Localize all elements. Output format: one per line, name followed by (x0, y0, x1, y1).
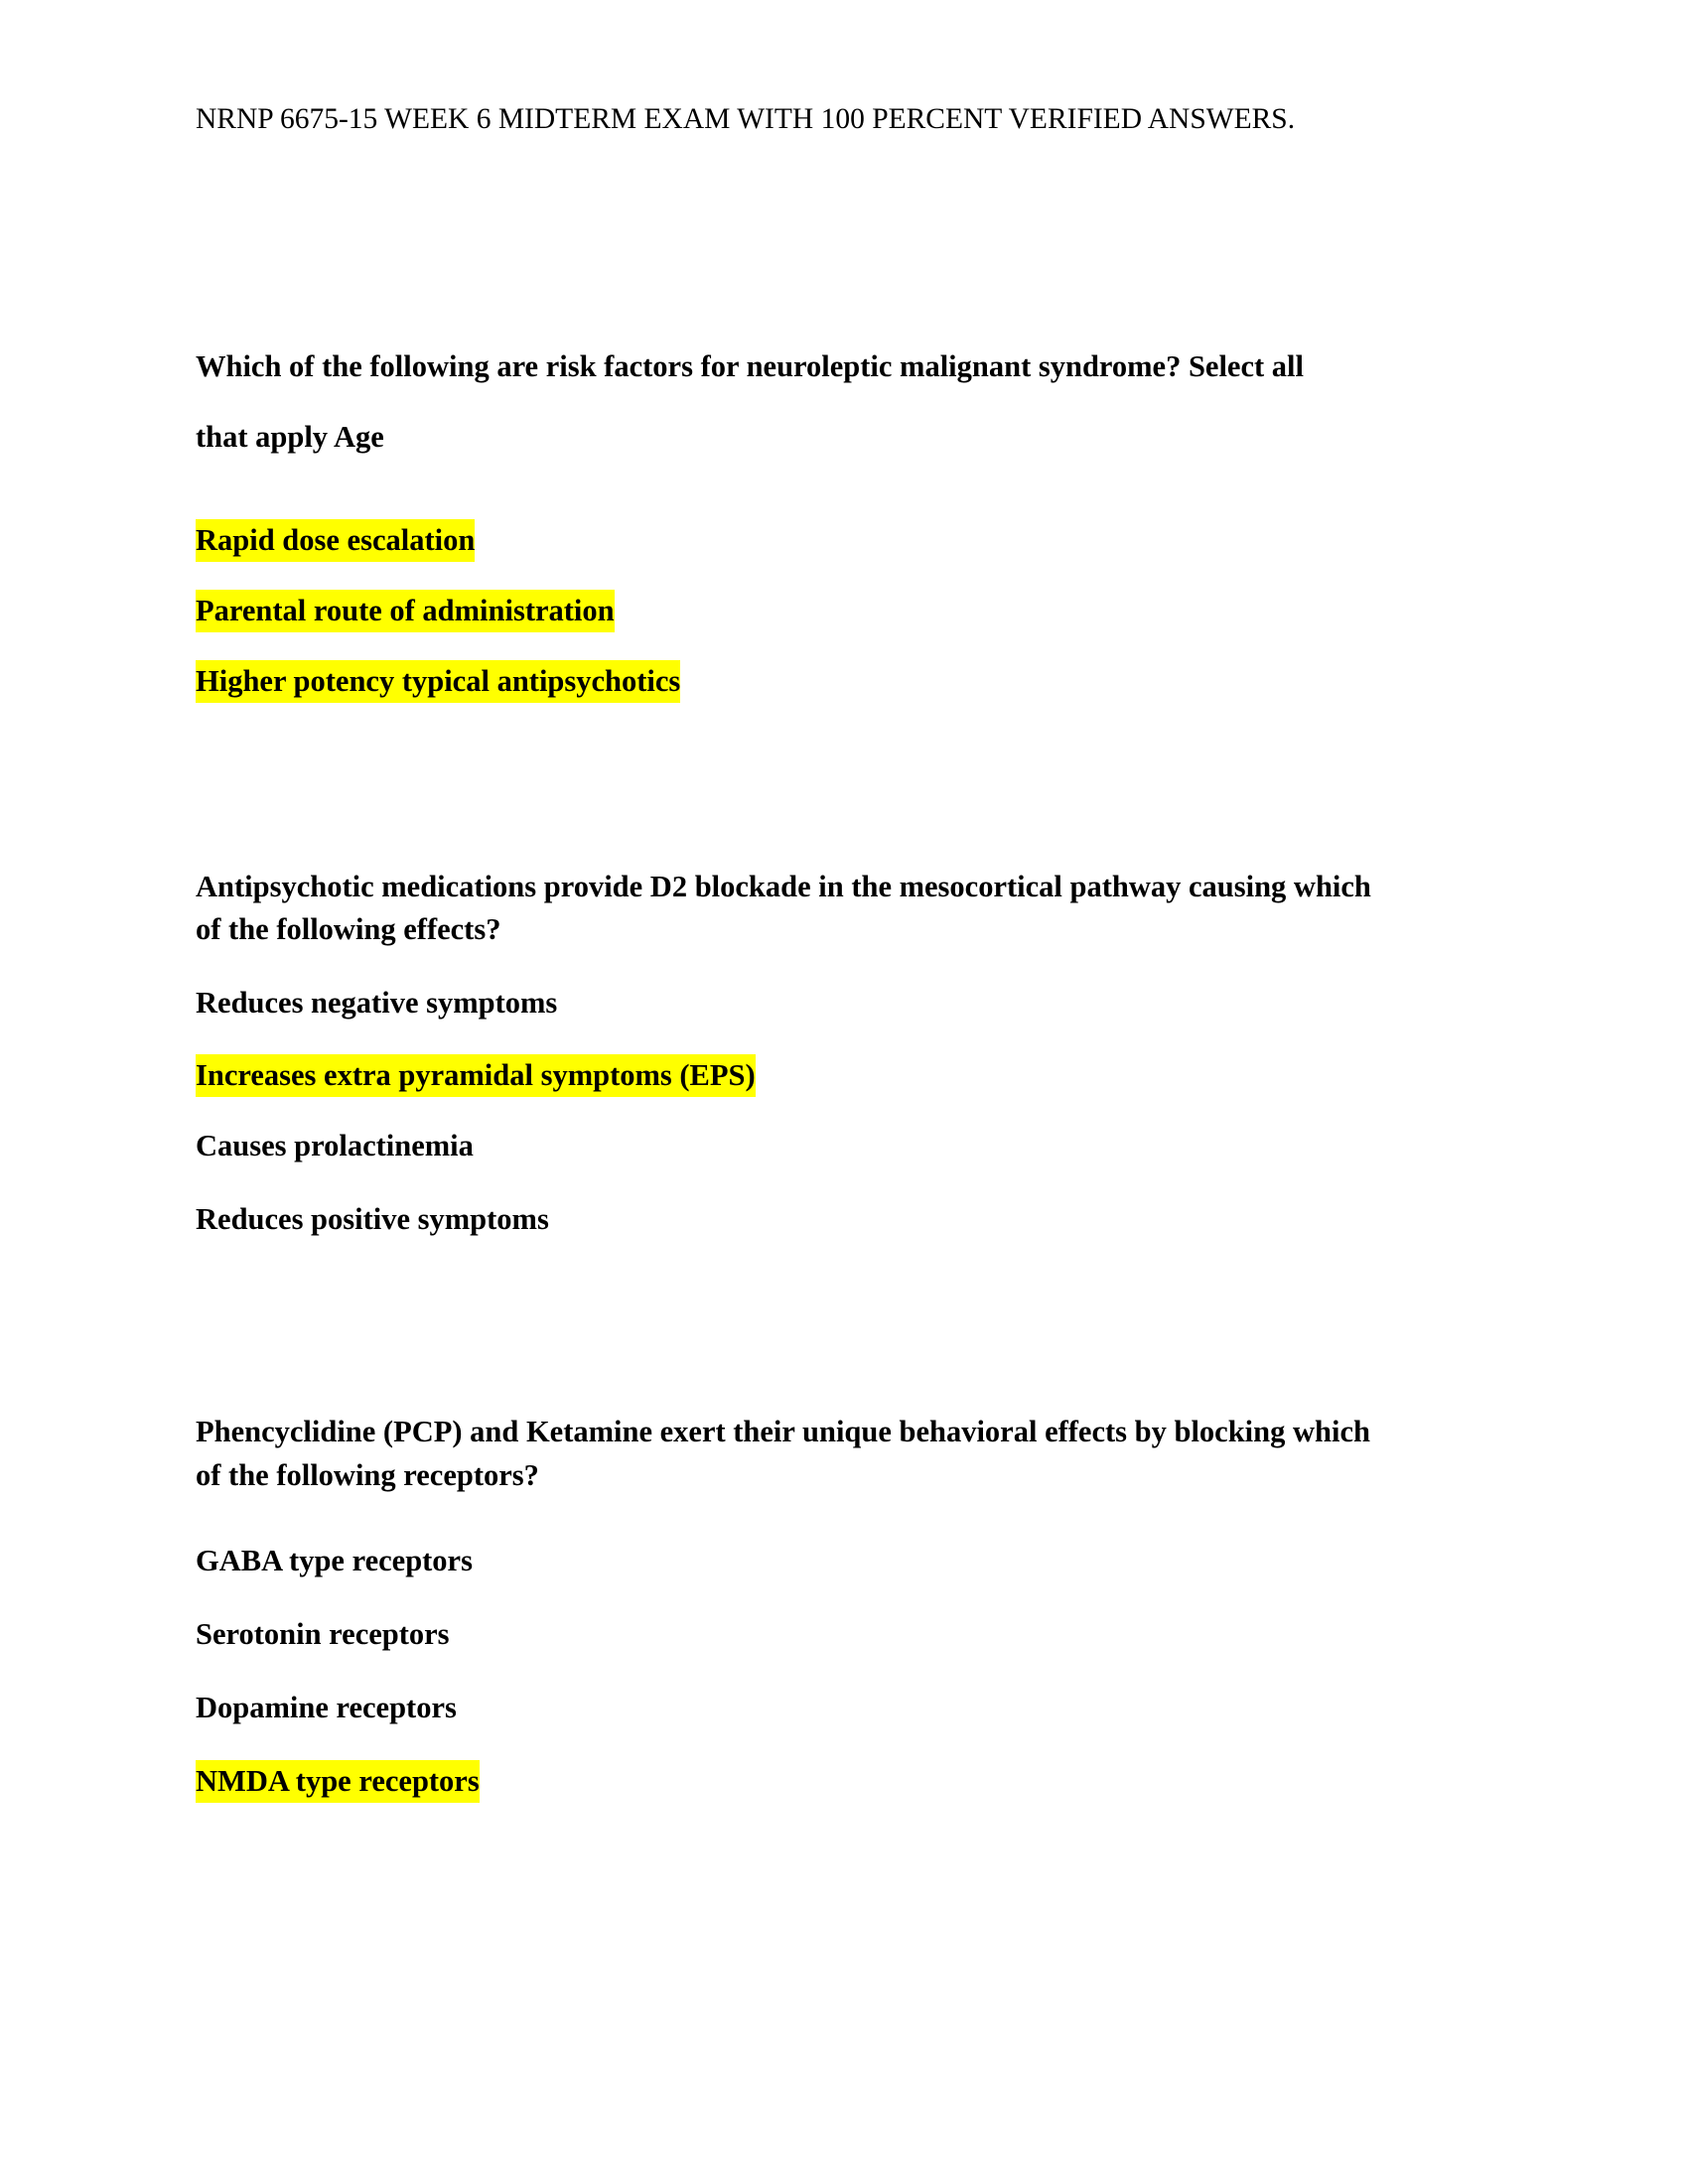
answer-option-highlighted: Rapid dose escalation (196, 519, 475, 562)
answer-option: Reduces positive symptoms (196, 1202, 549, 1236)
question-1-text-line-1: Which of the following are risk factors for neuroleptic malignant syndrome? Select all (196, 349, 1304, 383)
question-3-text-line-1: Phencyclidine (PCP) and Ketamine exert their unique behavioral effects by blocking which (196, 1415, 1370, 1448)
question-1-text-line-2: that apply Age (196, 420, 384, 454)
answer-option: Serotonin receptors (196, 1617, 450, 1651)
answer-option-highlighted: Higher potency typical antipsychotics (196, 660, 680, 703)
answer-option: Reduces negative symptoms (196, 986, 558, 1020)
question-2-text-line-1: Antipsychotic medications provide D2 blockade in the mesocortical pathway causing which (196, 870, 1371, 903)
answer-option-highlighted: NMDA type receptors (196, 1760, 480, 1803)
answer-option: Dopamine receptors (196, 1691, 457, 1724)
answer-option: GABA type receptors (196, 1544, 473, 1577)
question-2-text-line-2: of the following effects? (196, 912, 501, 946)
question-3-text-line-2: of the following receptors? (196, 1458, 539, 1492)
answer-option-highlighted: Increases extra pyramidal symptoms (EPS) (196, 1054, 756, 1097)
answer-option: Causes prolactinemia (196, 1129, 474, 1162)
answer-option-highlighted: Parental route of administration (196, 590, 615, 632)
document-title: NRNP 6675-15 WEEK 6 MIDTERM EXAM WITH 100 PERCENT VERIFIED ANSWERS. (196, 103, 1296, 135)
